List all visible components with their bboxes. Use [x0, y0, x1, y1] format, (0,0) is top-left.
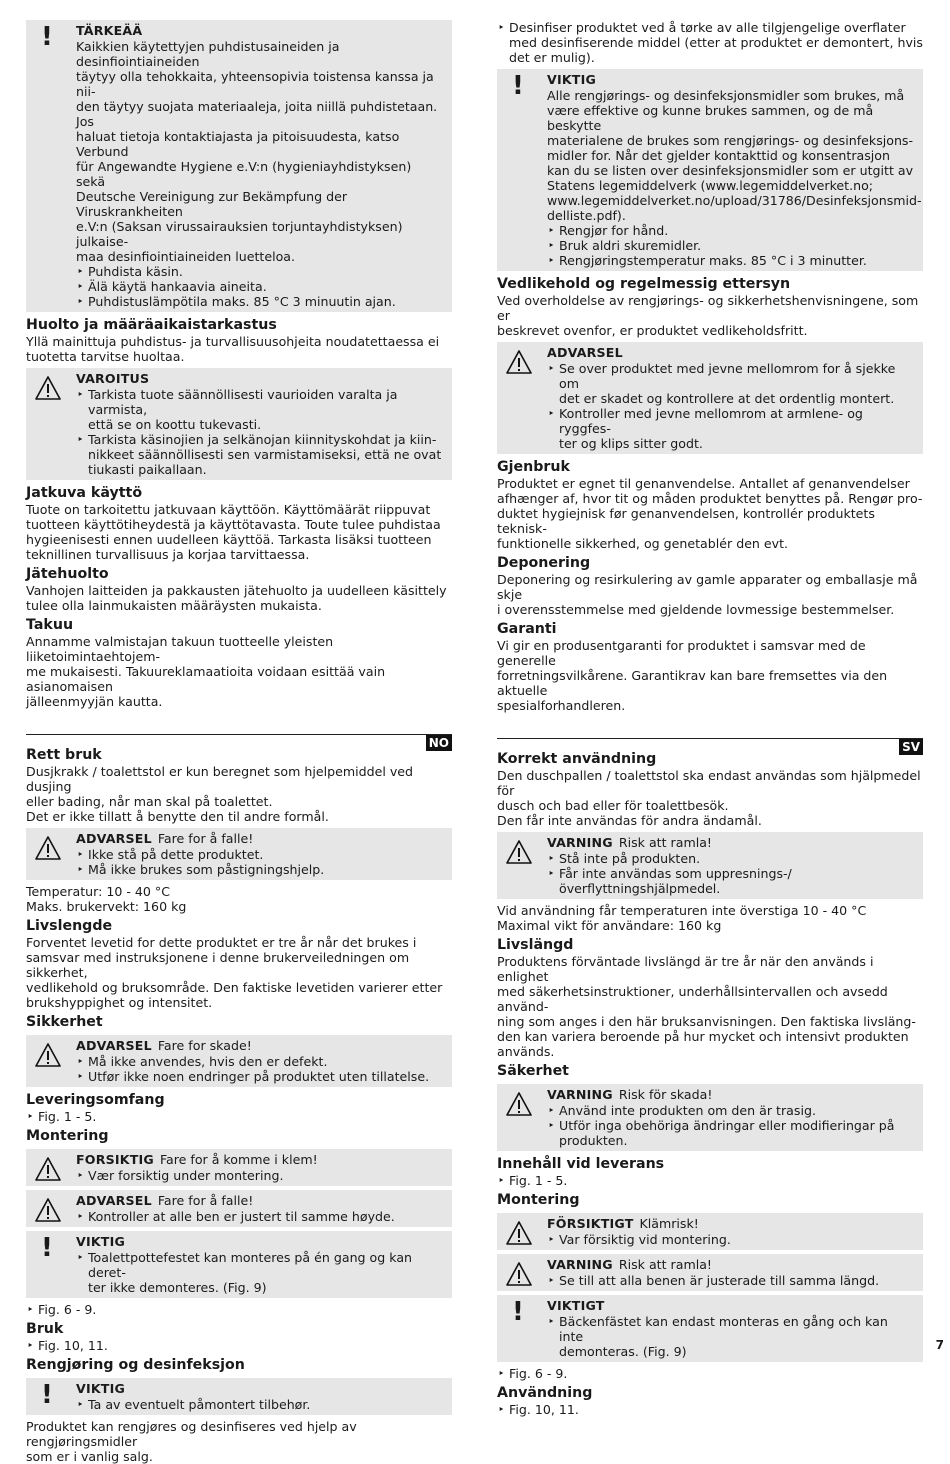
fi-warning-box [26, 368, 452, 480]
list-item: ‣ Desinfiser produktet ved å tørke av alle tilgjengelige overflater med desinfiserende middel (etter at produktet er demontert, hvis det er mulig). [497, 20, 923, 65]
list-item: ‣ Kontroller med jevne mellomrom at armlene- og ryggfes- ter og klips sitter godt. [547, 406, 915, 451]
box-desc: Risk att ramla! [618, 835, 712, 850]
warning-triangle-icon [505, 1219, 533, 1247]
section-heading: Säkerhet [497, 1063, 569, 1079]
right-column [497, 20, 923, 1417]
bullet-list [497, 1173, 923, 1188]
box-title: VIKTIG [547, 72, 597, 87]
bullet-list [497, 20, 923, 65]
no-important-box [26, 1378, 452, 1415]
box-desc: Klämrisk! [639, 1216, 699, 1231]
no-important-box [497, 69, 923, 271]
section-heading: Rett bruk [26, 747, 102, 763]
section-heading: Vedlikehold og regelmessig ettersyn [497, 276, 791, 292]
list-item: ‣ Må ikke anvendes, hvis den er defekt. [76, 1054, 444, 1069]
bullet-list [26, 1302, 452, 1317]
paragraph: Produktet er egnet til genanvendelse. Antallet af genanvendelser afhænger af, hvor tit og måden produktet benyttes på. Rengør pro- duktet hygiejnisk før genanvendelsen, kontrollér produktets teknisk- funktionelle sikkerhed, og genetablér den evt. [497, 476, 923, 551]
list-item: ‣ Toalettpottefestet kan monteres på én gang og kan deret- ter ikke demonteres. (Fig. 9) [76, 1250, 444, 1295]
paragraph: Vanhojen laitteiden ja pakkausten jätehuolto ja uudelleen käsittely tulee olla lainmukaisten määräysten mukaista. [26, 583, 447, 613]
sv-warning-box [497, 1084, 923, 1151]
list-item: ‣ Se over produktet med jevne mellomrom for å sjekke om det er skadet og kontrollere at det ordentlig montert. [547, 361, 915, 406]
box-title: VARNING [547, 835, 613, 850]
section-heading: Garanti [497, 621, 557, 637]
list-item: ‣ Puhdista käsin. [76, 264, 444, 279]
paragraph: Den duschpallen / toalettstol ska endast användas som hjälpmedel för dusch och bad eller för toalettbesök. Den får inte användas för andra ändamål. [497, 768, 921, 828]
list-item: ‣ Puhdistuslämpötila maks. 85 °C 3 minuutin ajan. [76, 294, 444, 309]
paragraph: Ved overholdelse av rengjørings- og sikkerhetshenvisningene, som er beskrevet ovenfor, er produktet vedlikeholdsfritt. [497, 293, 919, 338]
warning-triangle-icon [34, 834, 62, 862]
bullet-list [547, 1314, 915, 1359]
bullet-list [547, 1103, 915, 1148]
section-heading: Bruk [26, 1321, 64, 1337]
box-desc: Fare for skade! [157, 1038, 252, 1053]
bullet-list [76, 1250, 444, 1295]
section-heading: Huolto ja määräaikaistarkastus [26, 317, 277, 333]
bullet-list [547, 1273, 915, 1288]
list-item: ‣ Kontroller at alle ben er justert til samme høyde. [76, 1209, 444, 1224]
bullet-list [76, 387, 444, 477]
language-badge: NO [426, 735, 452, 751]
box-desc: Risk för skada! [618, 1087, 713, 1102]
box-title: VARNING [547, 1087, 613, 1102]
bullet-list [76, 1168, 444, 1183]
sv-important-box [497, 1295, 923, 1362]
bullet-list [76, 847, 444, 877]
section-heading: Sikkerhet [26, 1014, 103, 1030]
box-title: VAROITUS [76, 371, 150, 386]
no-warning-box [26, 1190, 452, 1227]
page-number: 7 [935, 1338, 944, 1352]
list-item: ‣ Får inte användas som uppresnings-/ överflyttningshjälpmedel. [547, 866, 915, 896]
list-item: ‣ Fig. 6 - 9. [26, 1302, 452, 1317]
exclamation-icon: ! [512, 71, 524, 101]
bullet-list [497, 1366, 923, 1381]
warning-triangle-icon [34, 1196, 62, 1224]
paragraph: Vi gir en produsentgaranti for produktet i samsvar med de generelle forretningsvilkårene. Garantikrav kan bare fremsettes via den aktuelle spesialforhandleren. [497, 638, 888, 713]
list-item: ‣ Tarkista tuote säännöllisesti vaurioiden varalta ja varmista, että se on koottu tukevasti. [76, 387, 444, 432]
list-item: ‣ Fig. 1 - 5. [26, 1109, 452, 1124]
no-warning-box [26, 1035, 452, 1087]
section-heading: Innehåll vid leverans [497, 1156, 665, 1172]
section-heading: Jatkuva käyttö [26, 485, 143, 501]
fi-important-box [26, 20, 452, 312]
section-heading: Livslängd [497, 937, 574, 953]
section-heading: Korrekt användning [497, 751, 657, 767]
section-heading: Leveringsomfang [26, 1092, 165, 1108]
section-heading: Deponering [497, 555, 591, 571]
box-title: ADVARSEL [76, 1038, 152, 1053]
section-heading: Användning [497, 1385, 593, 1401]
no-important-box [26, 1231, 452, 1298]
list-item: ‣ Använd inte produkten om den är trasig. [547, 1103, 915, 1118]
paragraph: Temperatur: 10 - 40 °C Maks. brukervekt: 160 kg [26, 884, 187, 914]
section-heading: Rengjøring og desinfeksjon [26, 1357, 245, 1373]
warning-triangle-icon [505, 1090, 533, 1118]
no-warning-box [497, 342, 923, 454]
box-title: ADVARSEL [76, 831, 152, 846]
section-heading: Livslengde [26, 918, 113, 934]
paragraph: Forventet levetid for dette produktet er tre år når det brukes i samsvar med instruksjonene i denne brukerveiledningen om sikkerhet, vedlikehold og bruksområde. Den faktiske levetiden varierer etter brukshyppighet og intensitet. [26, 935, 443, 1010]
list-item: ‣ Bruk aldri skuremidler. [547, 238, 915, 253]
list-item: ‣ Fig. 10, 11. [26, 1338, 452, 1353]
box-desc: Fare for å falle! [157, 831, 254, 846]
box-desc: Risk att ramla! [618, 1257, 712, 1272]
warning-triangle-icon [505, 348, 533, 376]
section-heading: Jätehuolto [26, 566, 109, 582]
bullet-list [76, 1054, 444, 1084]
left-column [26, 20, 452, 1464]
bullet-list [26, 1109, 452, 1124]
bullet-list [26, 1338, 452, 1353]
list-item: ‣ Ikke stå på dette produktet. [76, 847, 444, 862]
paragraph: Annamme valmistajan takuun tuotteelle yleisten liiketoimintaehtojem- me mukaisesti. Takuureklamaatioita voidaan esittää vain asianomaisen jälleenmyyjän kautta. [26, 634, 386, 709]
list-item: ‣ Fig. 6 - 9. [497, 1366, 923, 1381]
section-heading: Takuu [26, 617, 74, 633]
bullet-list [547, 223, 915, 268]
list-item: ‣ Rengjør for hånd. [547, 223, 915, 238]
sv-warning-box [497, 832, 923, 899]
warning-triangle-icon [34, 374, 62, 402]
bullet-list [76, 1397, 444, 1412]
exclamation-icon: ! [41, 1380, 53, 1410]
list-item: ‣ Fig. 10, 11. [497, 1402, 923, 1417]
warning-triangle-icon [34, 1155, 62, 1183]
box-title: VIKTIG [76, 1234, 126, 1249]
no-caution-box [26, 1149, 452, 1186]
bullet-list [547, 361, 915, 451]
box-title: ADVARSEL [76, 1193, 152, 1208]
sv-caution-box [497, 1213, 923, 1250]
language-section-sv [497, 738, 923, 828]
list-item: ‣ Fig. 1 - 5. [497, 1173, 923, 1188]
list-item: ‣ Rengjøringstemperatur maks. 85 °C i 3 minutter. [547, 253, 915, 268]
no-warning-box [26, 828, 452, 880]
box-title: ADVARSEL [547, 345, 623, 360]
list-item: ‣ Se till att alla benen är justerade till samma längd. [547, 1273, 915, 1288]
section-heading: Gjenbruk [497, 459, 570, 475]
paragraph: Produktet kan rengjøres og desinfiseres ved hjelp av rengjøringsmidler som er i vanlig salg. [26, 1419, 357, 1464]
box-body: Alle rengjørings- og desinfeksjonsmidler som brukes, må være effektive og kunne brukes sammen, og de må beskytte materialene de brukes som rengjørings- og desinfeksjons- midler for. Når det gjelder kontakttid og konsentrasjon kan du se listen over desinfeksjonsmidler som er utgitt av Statens legemiddelverk (www.legemiddelverket.no; www.legemiddelverket.no/upload/31786/Desinfeksjonsmid- delliste.pdf). [547, 88, 922, 223]
warning-triangle-icon [34, 1041, 62, 1069]
section-heading: Montering [26, 1128, 109, 1144]
bullet-list [547, 851, 915, 896]
list-item: ‣ Älä käytä hankaavia aineita. [76, 279, 444, 294]
paragraph: Deponering og resirkulering av gamle apparater og emballasje må skje i overensstemmelse med gjeldende lovmessige bestemmelser. [497, 572, 918, 617]
list-item: ‣ Var försiktig vid montering. [547, 1232, 915, 1247]
paragraph: Vid användning får temperaturen inte överstiga 10 - 40 °C Maximal vikt för användare: 160 kg [497, 903, 867, 933]
bullet-list [76, 1209, 444, 1224]
warning-triangle-icon [505, 1260, 533, 1288]
bullet-list [76, 264, 444, 309]
paragraph: Yllä mainittuja puhdistus- ja turvallisuusohjeita noudatettaessa ei tuotetta tarvitse huoltaa. [26, 334, 440, 364]
sv-warning-box [497, 1254, 923, 1291]
box-title: VARNING [547, 1257, 613, 1272]
box-desc: Fare for å falle! [157, 1193, 254, 1208]
language-section-no [26, 734, 452, 824]
exclamation-icon: ! [512, 1297, 524, 1327]
bullet-list [547, 1232, 915, 1247]
box-body: Kaikkien käytettyjen puhdistusaineiden ja desinfiointiaineiden täytyy olla tehokkaita, yhteensopivia toistensa kanssa ja nii- den täytyy suojata materiaaleja, joita niillä puhdistetaan. Jos haluat tietoja kontaktiajasta ja pitoisuudesta, katso Verbund für Angewandte Hygiene e.V:n (hygieniayhdistyksen) sekä Deutsche Vereinigung zur Bekämpfung der Viruskrankheiten e.V:n (Saksan virussairauksien torjuntayhdistyksen) julkaise- maa desinfiointiaineiden luetteloa. [76, 39, 438, 264]
bullet-list [497, 1402, 923, 1417]
box-title: VIKTIG [76, 1381, 126, 1396]
exclamation-icon: ! [41, 1233, 53, 1263]
box-title: TÄRKEÄÄ [76, 23, 143, 38]
paragraph: Dusjkrakk / toalettstol er kun beregnet som hjelpemiddel ved dusjing eller bading, når man skal på toalettet. Det er ikke tillatt å benytte den til andre formål. [26, 764, 414, 824]
box-title: FORSIKTIG [76, 1152, 154, 1167]
box-title: FÖRSIKTIGT [547, 1216, 634, 1231]
list-item: ‣ Ta av eventuelt påmontert tilbehør. [76, 1397, 444, 1412]
list-item: ‣ Må ikke brukes som påstigningshjelp. [76, 862, 444, 877]
language-badge: SV [899, 739, 923, 755]
list-item: ‣ Bäckenfästet kan endast monteras en gång och kan inte demonteras. (Fig. 9) [547, 1314, 915, 1359]
list-item: ‣ Tarkista käsinojien ja selkänojan kiinnityskohdat ja kiin- nikkeet säännöllisesti sen varmistamiseksi, että ne ovat tiukasti paikallaan. [76, 432, 444, 477]
list-item: ‣ Vær forsiktig under montering. [76, 1168, 444, 1183]
paragraph: Produktens förväntade livslängd är tre år när den används i enlighet med säkerhetsinstruktioner, underhållsintervallen och avsedd använd- ning som anges i den här bruksanvisningen. Den faktiska livsläng- den kan variera beroende på hur mycket och intensivt produkten används. [497, 954, 916, 1059]
warning-triangle-icon [505, 838, 533, 866]
list-item: ‣ Utfør ikke noen endringer på produktet uten tillatelse. [76, 1069, 444, 1084]
section-heading: Montering [497, 1192, 580, 1208]
paragraph: Tuote on tarkoitettu jatkuvaan käyttöön. Käyttömäärät riippuvat tuotteen käyttötiheydestä ja käyttötavasta. Toute tulee puhdistaa hygieenisesti ennen uudelleen käyttöä. Tarkasta lisäksi tuotteen teknillinen turvallisuus ja korjaa tarvittaessa. [26, 502, 441, 562]
box-title: VIKTIGT [547, 1298, 605, 1313]
exclamation-icon: ! [41, 22, 53, 52]
box-desc: Fare for å komme i klem! [159, 1152, 318, 1167]
list-item: ‣ Utför inga obehöriga ändringar eller modifieringar på produkten. [547, 1118, 915, 1148]
list-item: ‣ Stå inte på produkten. [547, 851, 915, 866]
